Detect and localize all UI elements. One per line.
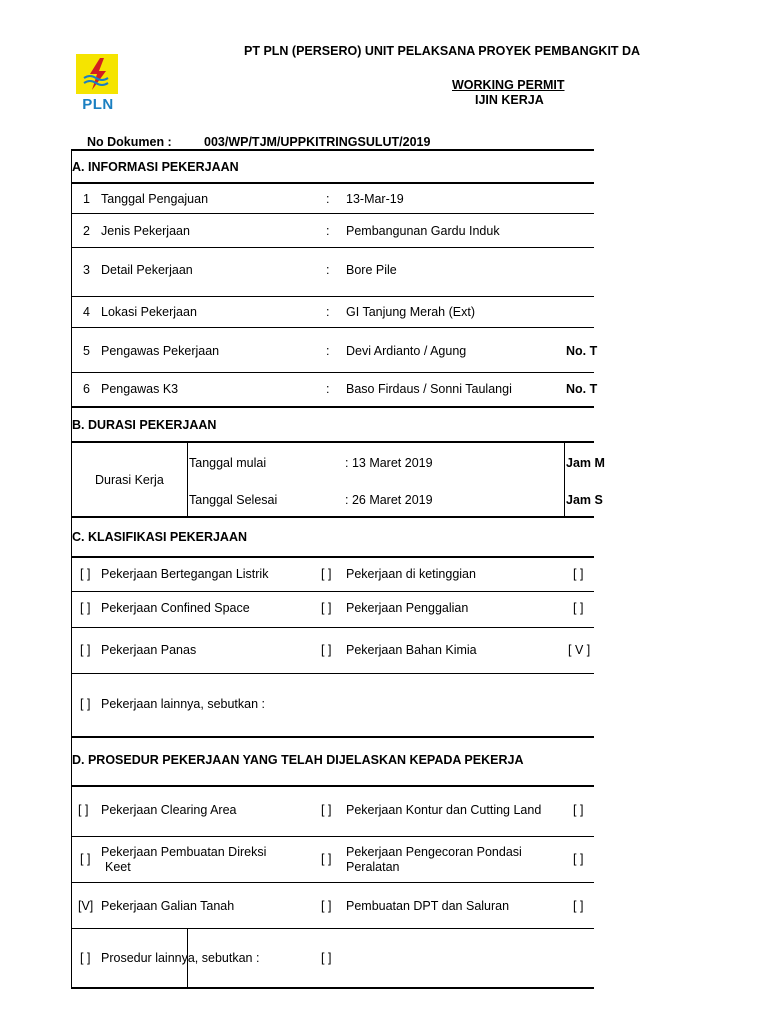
colon: :	[326, 224, 330, 238]
checkbox[interactable]: [ ]	[321, 852, 332, 866]
checkbox-checked[interactable]: [ V ]	[568, 643, 591, 657]
checkbox[interactable]: [ ]	[573, 852, 584, 866]
document-subtitle: IJIN KERJA	[475, 93, 544, 107]
colon: :	[326, 382, 330, 396]
divider	[72, 882, 594, 883]
info-value: Bore Pile	[346, 263, 397, 277]
frame-left	[71, 149, 72, 989]
frame-top	[72, 149, 594, 151]
option-label-cont: Keet	[105, 860, 131, 874]
info-value: Baso Firdaus / Sonni Taulangi	[346, 382, 512, 396]
row-number: 1	[83, 192, 90, 206]
section-a-title: A. INFORMASI PEKERJAAN	[72, 160, 239, 174]
end-date-value: : 26 Maret 2019	[345, 493, 433, 507]
info-extra: No. T	[566, 344, 598, 358]
divider	[72, 736, 594, 738]
info-label: Jenis Pekerjaan	[101, 224, 190, 238]
option-label: Pekerjaan Bahan Kimia	[346, 643, 477, 657]
option-label: Pekerjaan di ketinggian	[346, 567, 476, 581]
section-b-title: B. DURASI PEKERJAAN	[72, 418, 217, 432]
option-label: Pekerjaan Confined Space	[101, 601, 250, 615]
info-value: 13-Mar-19	[346, 192, 404, 206]
end-date-label: Tanggal Selesai	[189, 493, 278, 507]
row-number: 6	[83, 382, 90, 396]
checkbox[interactable]: [ ]	[80, 643, 91, 657]
divider	[72, 327, 594, 328]
info-label: Pengawas Pekerjaan	[101, 344, 220, 358]
checkbox[interactable]: [ ]	[321, 803, 332, 817]
option-label: Pekerjaan Kontur dan Cutting Land	[346, 803, 542, 817]
checkbox[interactable]: [ ]	[80, 567, 91, 581]
checkbox[interactable]: [ ]	[321, 643, 332, 657]
checkbox-checked[interactable]: [V]	[78, 899, 94, 913]
end-time-label: Jam S	[566, 493, 603, 507]
divider	[72, 247, 594, 248]
option-label: Pekerjaan Clearing Area	[101, 803, 237, 817]
section-d-title: D. PROSEDUR PEKERJAAN YANG TELAH DIJELASKAN KEPADA PEKERJA	[72, 753, 524, 767]
divider	[72, 673, 594, 674]
divider	[72, 372, 594, 373]
document-title: WORKING PERMIT	[452, 78, 565, 92]
divider	[72, 441, 594, 443]
logo-text: PLN	[82, 96, 114, 113]
option-label: Pekerjaan Pembuatan Direksi	[101, 845, 267, 859]
checkbox[interactable]: [ ]	[78, 803, 89, 817]
colon: :	[326, 192, 330, 206]
divider	[187, 442, 188, 517]
info-label: Lokasi Pekerjaan	[101, 305, 197, 319]
checkbox[interactable]: [ ]	[573, 601, 584, 615]
option-label: Pekerjaan Penggalian	[346, 601, 469, 615]
checkbox[interactable]: [ ]	[573, 567, 584, 581]
colon: :	[326, 263, 330, 277]
row-number: 5	[83, 344, 90, 358]
durasi-label: Durasi Kerja	[95, 473, 164, 487]
company-name: PT PLN (PERSERO) UNIT PELAKSANA PROYEK PEMBANGKIT DA	[244, 44, 641, 58]
option-label: Pekerjaan Panas	[101, 643, 197, 657]
divider	[72, 182, 594, 184]
checkbox[interactable]: [ ]	[573, 899, 584, 913]
checkbox[interactable]: [ ]	[321, 601, 332, 615]
checkbox[interactable]: [ ]	[80, 951, 91, 965]
colon: :	[326, 305, 330, 319]
checkbox[interactable]: [ ]	[321, 899, 332, 913]
option-label: Prosedur lainnya, sebutkan :	[101, 951, 260, 965]
start-date-value: : 13 Maret 2019	[345, 456, 433, 470]
info-value: Pembangunan Gardu Induk	[346, 224, 500, 238]
option-label: Pekerjaan Galian Tanah	[101, 899, 235, 913]
divider	[72, 213, 594, 214]
info-extra: No. T	[566, 382, 598, 396]
divider	[72, 296, 594, 297]
frame-bottom	[72, 987, 594, 989]
divider	[72, 556, 594, 558]
colon: :	[326, 344, 330, 358]
doc-number-label: No Dokumen :	[87, 135, 172, 149]
info-label: Detail Pekerjaan	[101, 263, 193, 277]
checkbox[interactable]: [ ]	[80, 601, 91, 615]
row-number: 2	[83, 224, 90, 238]
doc-number-value: 003/WP/TJM/UPPKITRINGSULUT/2019	[204, 135, 431, 149]
option-label: Pekerjaan lainnya, sebutkan :	[101, 697, 265, 711]
divider	[72, 516, 594, 518]
divider	[72, 591, 594, 592]
divider	[72, 406, 594, 408]
checkbox[interactable]: [ ]	[573, 803, 584, 817]
pln-logo	[76, 54, 118, 94]
divider	[72, 928, 594, 929]
start-time-label: Jam M	[566, 456, 605, 470]
start-date-label: Tanggal mulai	[189, 456, 267, 470]
divider	[564, 442, 565, 517]
option-label: Pembuatan DPT dan Saluran	[346, 899, 510, 913]
checkbox[interactable]: [ ]	[321, 567, 332, 581]
row-number: 4	[83, 305, 90, 319]
lightning-icon	[76, 54, 118, 94]
option-label-cont: Peralatan	[346, 860, 400, 874]
info-label: Tanggal Pengajuan	[101, 192, 209, 206]
checkbox[interactable]: [ ]	[80, 697, 91, 711]
divider	[72, 627, 594, 628]
option-label: Pekerjaan Bertegangan Listrik	[101, 567, 269, 581]
section-c-title: C. KLASIFIKASI PEKERJAAN	[72, 530, 248, 544]
divider	[72, 785, 594, 787]
checkbox[interactable]: [ ]	[321, 951, 332, 965]
divider	[72, 836, 594, 837]
checkbox[interactable]: [ ]	[80, 852, 91, 866]
row-number: 3	[83, 263, 90, 277]
info-label: Pengawas K3	[101, 382, 179, 396]
info-value: Devi Ardianto / Agung	[346, 344, 467, 358]
option-label: Pekerjaan Pengecoran Pondasi	[346, 845, 522, 859]
info-value: GI Tanjung Merah (Ext)	[346, 305, 475, 319]
